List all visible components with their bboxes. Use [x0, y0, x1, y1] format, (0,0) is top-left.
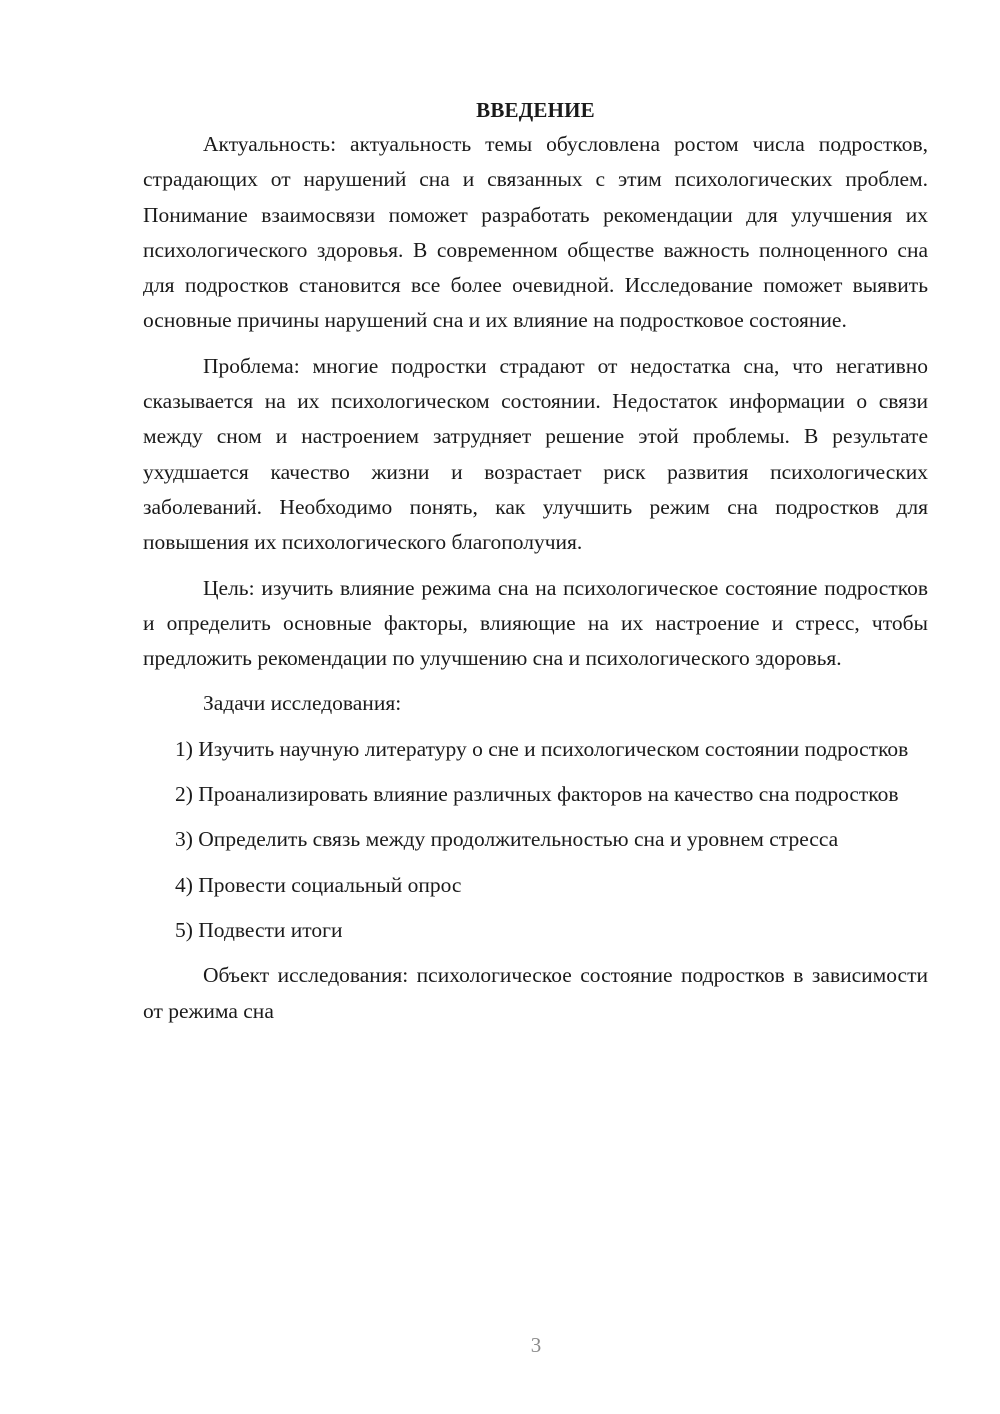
paragraph-tasks-heading: Задачи исследования: — [203, 691, 402, 716]
paragraph-relevance: Актуальность: актуальность темы обусловлена ростом числа подростков, страдающих от нарушений сна и связанных с этим психологических проблем. Понимание взаимосвязи поможет разработать рекомендации для улучшения их психологического здоровья. В современном обществе важность полноценного сна для подростков становится все более очевидной. Исследование поможет выявить основные причины нарушений сна и их влияние на подростковое состояние. — [143, 132, 928, 333]
paragraph-problem: Проблема: многие подростки страдают от недостатка сна, что негативно сказывается на их психологическом состоянии. Недостаток информации о связи между сном и настроением затрудняет решение этой проблемы. В результате ухудшается качество жизни и возрастает риск развития психологических заболеваний. Необходимо понять, как улучшить режим сна подростков для повышения их психологического благополучия. — [143, 353, 928, 555]
paragraph-research-object: Объект исследования: психологическое состояние подростков в зависимости от режима сна — [143, 963, 928, 1023]
document-page — [143, 95, 928, 1039]
task-item-2: 2) Проанализировать влияние различных факторов на качество сна подростков — [175, 782, 899, 807]
task-item-5: 5) Подвести итоги — [175, 917, 343, 942]
task-item-4: 4) Провести социальный опрос — [175, 872, 462, 897]
task-item-1: 1) Изучить научную литературу о сне и психологическом состоянии подростков — [175, 736, 909, 761]
paragraph-goal: Цель: изучить влияние режима сна на психологическое состояние подростков и определить основные факторы, влияющие на их настроение и стресс, чтобы предложить рекомендации по улучшению сна и психологического здоровья. — [143, 575, 928, 671]
document-title: ВВЕДЕНИЕ — [476, 98, 595, 122]
task-item-3: 3) Определить связь между продолжительностью сна и уровнем стресса — [175, 827, 839, 852]
page-number: 3 — [530, 1333, 542, 1357]
